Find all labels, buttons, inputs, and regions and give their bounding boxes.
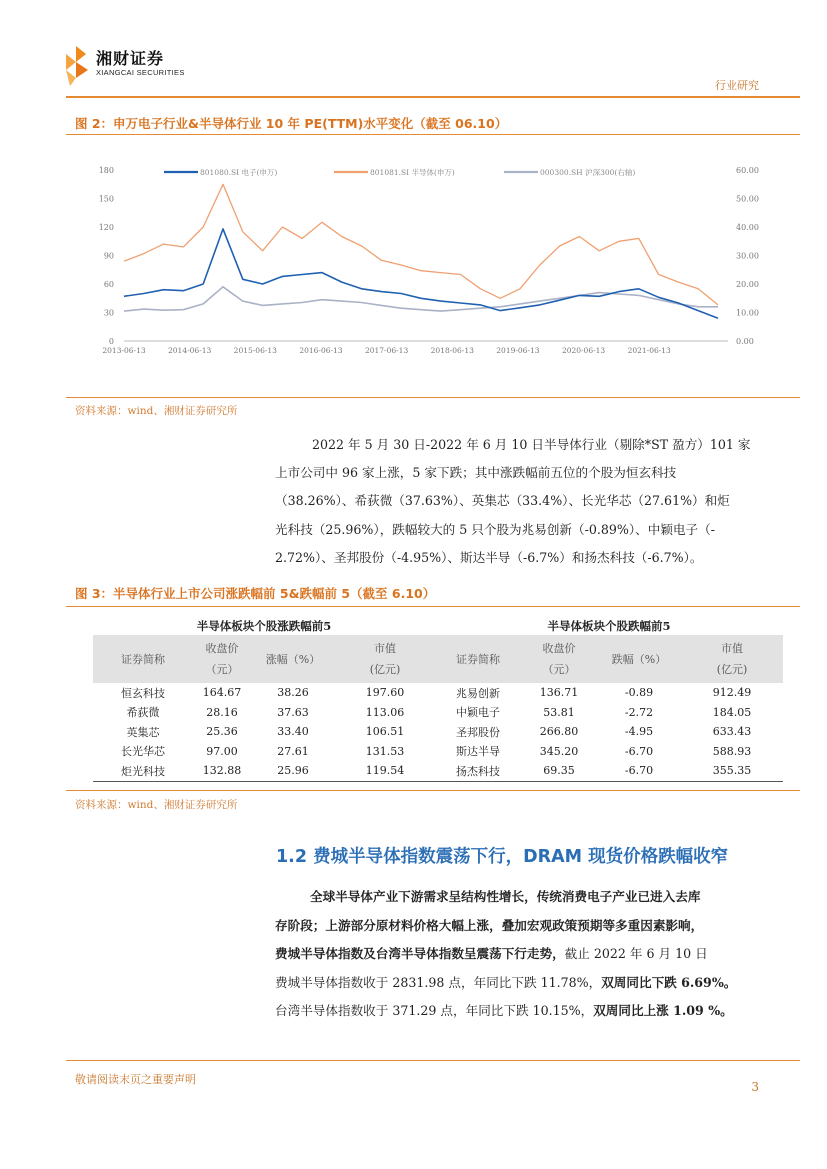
y-right-tick-label: 30.00 — [736, 251, 759, 261]
paragraph-line: 2.72%）、圣邦股份（-4.95%）、斯达半导（-6.7%）和扬杰科技（-6.7%）。 — [275, 549, 703, 565]
table-cell: 106.51 — [365, 725, 405, 739]
table-cell: 184.05 — [712, 705, 752, 719]
table-row — [93, 722, 783, 742]
header-divider — [66, 96, 800, 98]
paragraph-line: （38.26%）、希荻微（37.63%）、英集芯（33.4%）、长光华芯（27.61%）和炬 — [275, 493, 730, 509]
table-cell: 197.60 — [365, 686, 405, 700]
table-column-header: 跌幅（%） — [597, 635, 681, 683]
table-cell: -2.72 — [624, 705, 654, 719]
table-cell: 37.63 — [277, 705, 309, 719]
y-right-tick-label: 10.00 — [736, 308, 759, 318]
table-row — [93, 683, 783, 703]
figure2-caption: 图 2：申万电子行业&半导体行业 10 年 PE(TTM)水平变化（截至 06.10） — [75, 116, 508, 131]
figure3-caption: 图 3：半导体行业上市公司涨跌幅前 5&跌幅前 5（截至 6.10） — [75, 586, 436, 601]
table-cell: 345.20 — [539, 744, 579, 758]
table-cell: -0.89 — [624, 686, 654, 700]
y-left-tick-label: 120 — [98, 223, 114, 232]
table-cell: 113.06 — [365, 705, 405, 719]
table-body — [93, 683, 783, 781]
brand-name: 湘财证券 — [96, 49, 165, 68]
x-tick-label: 2020-06-13 — [561, 346, 606, 355]
paragraph-bold-span: 费城半导体指数及台湾半导体指数呈震荡下行走势， — [275, 946, 565, 962]
x-tick-label: 2013-06-13 — [102, 346, 146, 355]
table-cell: 炬光科技 — [93, 761, 193, 781]
table-header-row — [93, 635, 783, 683]
table-cell: 912.49 — [712, 686, 752, 700]
table-cell: 兆易创新 — [456, 686, 500, 700]
table-cell: 119.54 — [335, 761, 435, 781]
report-type-label: 行业研究 — [715, 79, 759, 92]
table-cell: 25.96 — [251, 761, 335, 781]
y-right-tick-label: 0.00 — [736, 337, 754, 346]
table-column-header: 市值 (亿元) — [681, 635, 783, 683]
figure2-top-rule — [66, 134, 800, 135]
y-right-tick-label: 60.00 — [736, 166, 759, 175]
x-tick-label: 2014-06-13 — [168, 346, 212, 355]
table-group-losers: 半导体板块个股跌幅前5 — [547, 619, 671, 633]
y-left-tick-label: 30 — [103, 308, 114, 318]
paragraph-bold-span: 双周同比下跌 6.69%。 — [601, 974, 737, 990]
table-cell: 英集芯 — [126, 725, 160, 739]
pe-line-chart — [66, 150, 800, 360]
figure3-source: 资料来源：wind、湘财证券研究所 — [75, 799, 238, 811]
table-column-header: 证券简称 — [435, 635, 521, 683]
paragraph-line: 光科技（25.96%），跌幅较大的 5 只个股为兆易创新（-0.89%）、中颖电子（- — [275, 521, 715, 537]
table-column-header: 涨幅（%） — [251, 635, 335, 683]
table-group-gainers: 半导体板块个股涨跌幅前5 — [196, 619, 332, 633]
table-cell: 131.53 — [365, 744, 405, 758]
logo-mark-icon — [62, 44, 92, 88]
table-cell: 53.81 — [543, 705, 575, 719]
legend-label: 000300.SH 沪深300(右轴) — [540, 168, 636, 177]
table-cell: -4.95 — [624, 725, 654, 739]
table-cell: 长光华芯 — [121, 745, 165, 759]
section-title: 1.2 费城半导体指数震荡下行，DRAM 现货价格跌幅收窄 — [276, 847, 729, 867]
table-row — [93, 761, 783, 781]
figure2-bottom-rule — [66, 397, 800, 398]
table-cell: 132.88 — [193, 761, 251, 781]
table-cell: 136.71 — [539, 686, 579, 700]
table-row — [93, 742, 783, 762]
brand-subtitle: XIANGCAI SECURITIES — [96, 68, 185, 77]
paragraph-line: 2022 年 5 月 30 日-2022 年 6 月 10 日半导体行业（剔除*ST 盈方）101 家 — [312, 437, 751, 452]
footer-divider — [66, 1060, 800, 1061]
table-cell: 633.43 — [712, 725, 752, 739]
table-cell: 97.00 — [206, 744, 238, 758]
series-line — [124, 229, 718, 318]
paragraph-span: 台湾半导体指数收于 371.29 点，年同比下跌 10.15%， — [275, 1003, 594, 1019]
figure2-source: 资料来源：wind、湘财证券研究所 — [75, 405, 238, 417]
y-left-tick-label: 150 — [98, 194, 114, 204]
table-column-header: 收盘价 （元） — [193, 635, 251, 683]
legend-label: 801081.SI 半导体(申万) — [370, 168, 455, 177]
table-cell: 中颖电子 — [456, 706, 500, 720]
x-tick-label: 2017-06-13 — [364, 346, 409, 355]
table-cell: -6.70 — [624, 744, 654, 758]
y-right-tick-label: 40.00 — [736, 223, 759, 232]
stock-movers-table — [93, 617, 783, 782]
paragraph-bold-span: 双周同比上涨 1.09 %。 — [593, 1003, 733, 1019]
y-left-tick-label: 90 — [103, 251, 114, 261]
page-number: 3 — [751, 1080, 759, 1094]
x-tick-label: 2015-06-13 — [233, 346, 277, 355]
table-column-header: 市值 (亿元) — [335, 635, 435, 683]
figure3-top-rule — [66, 606, 800, 607]
paragraph-line: 上市公司中 96 家上涨，5 家下跌；其中涨跌幅前五位的个股为恒玄科技 — [275, 465, 677, 481]
logo — [62, 44, 92, 88]
table-cell: -6.70 — [597, 761, 681, 781]
table-cell: 斯达半导 — [456, 745, 500, 759]
table-cell: 33.40 — [277, 725, 309, 739]
x-tick-label: 2018-06-13 — [430, 346, 474, 355]
y-left-tick-label: 180 — [98, 166, 114, 175]
figure3-bottom-rule — [66, 790, 800, 791]
paragraph-span: 截止 2022 年 6 月 10 日 — [564, 946, 708, 962]
table-column-header: 收盘价 （元） — [521, 635, 597, 683]
legend-label: 801080.SI 电子(申万) — [200, 168, 278, 177]
table-cell: 希荻微 — [126, 706, 160, 720]
table-cell: 扬杰科技 — [435, 761, 521, 781]
table-cell: 恒玄科技 — [121, 686, 165, 700]
table-cell: 27.61 — [277, 744, 309, 758]
table-cell: 38.26 — [277, 686, 309, 700]
x-tick-label: 2016-06-13 — [299, 346, 343, 355]
paragraph-span: 费城半导体指数收于 2831.98 点，年同比下跌 11.78%， — [275, 974, 602, 990]
table-cell: 164.67 — [202, 686, 242, 700]
y-left-tick-label: 60 — [103, 280, 114, 289]
table-cell: 圣邦股份 — [456, 725, 500, 739]
paragraph-line: 全球半导体产业下游需求呈结构性增长，传统消费电子产业已进入去库 — [310, 889, 701, 904]
y-left-tick-label: 0 — [108, 337, 114, 346]
x-tick-label: 2019-06-13 — [496, 346, 540, 355]
y-right-tick-label: 50.00 — [736, 194, 759, 204]
table-cell: 25.36 — [206, 725, 238, 739]
paragraph-index-trend — [275, 883, 767, 1026]
table-cell: 588.93 — [712, 744, 752, 758]
series-line — [124, 184, 718, 305]
table-row — [93, 703, 783, 723]
paragraph-line: 存阶段；上游部分原材料价格大幅上涨，叠加宏观政策预期等多重因素影响， — [275, 917, 704, 933]
table-cell: 266.80 — [539, 725, 579, 739]
paragraph-market-moves — [275, 431, 767, 572]
disclaimer-note: 敬请阅读末页之重要声明 — [75, 1073, 196, 1086]
table-cell: 28.16 — [206, 705, 238, 719]
table-cell: 69.35 — [521, 761, 597, 781]
x-tick-label: 2021-06-13 — [627, 346, 671, 355]
table-cell: 355.35 — [681, 761, 783, 781]
y-right-tick-label: 20.00 — [736, 280, 759, 289]
table-column-header: 证券简称 — [93, 635, 193, 683]
